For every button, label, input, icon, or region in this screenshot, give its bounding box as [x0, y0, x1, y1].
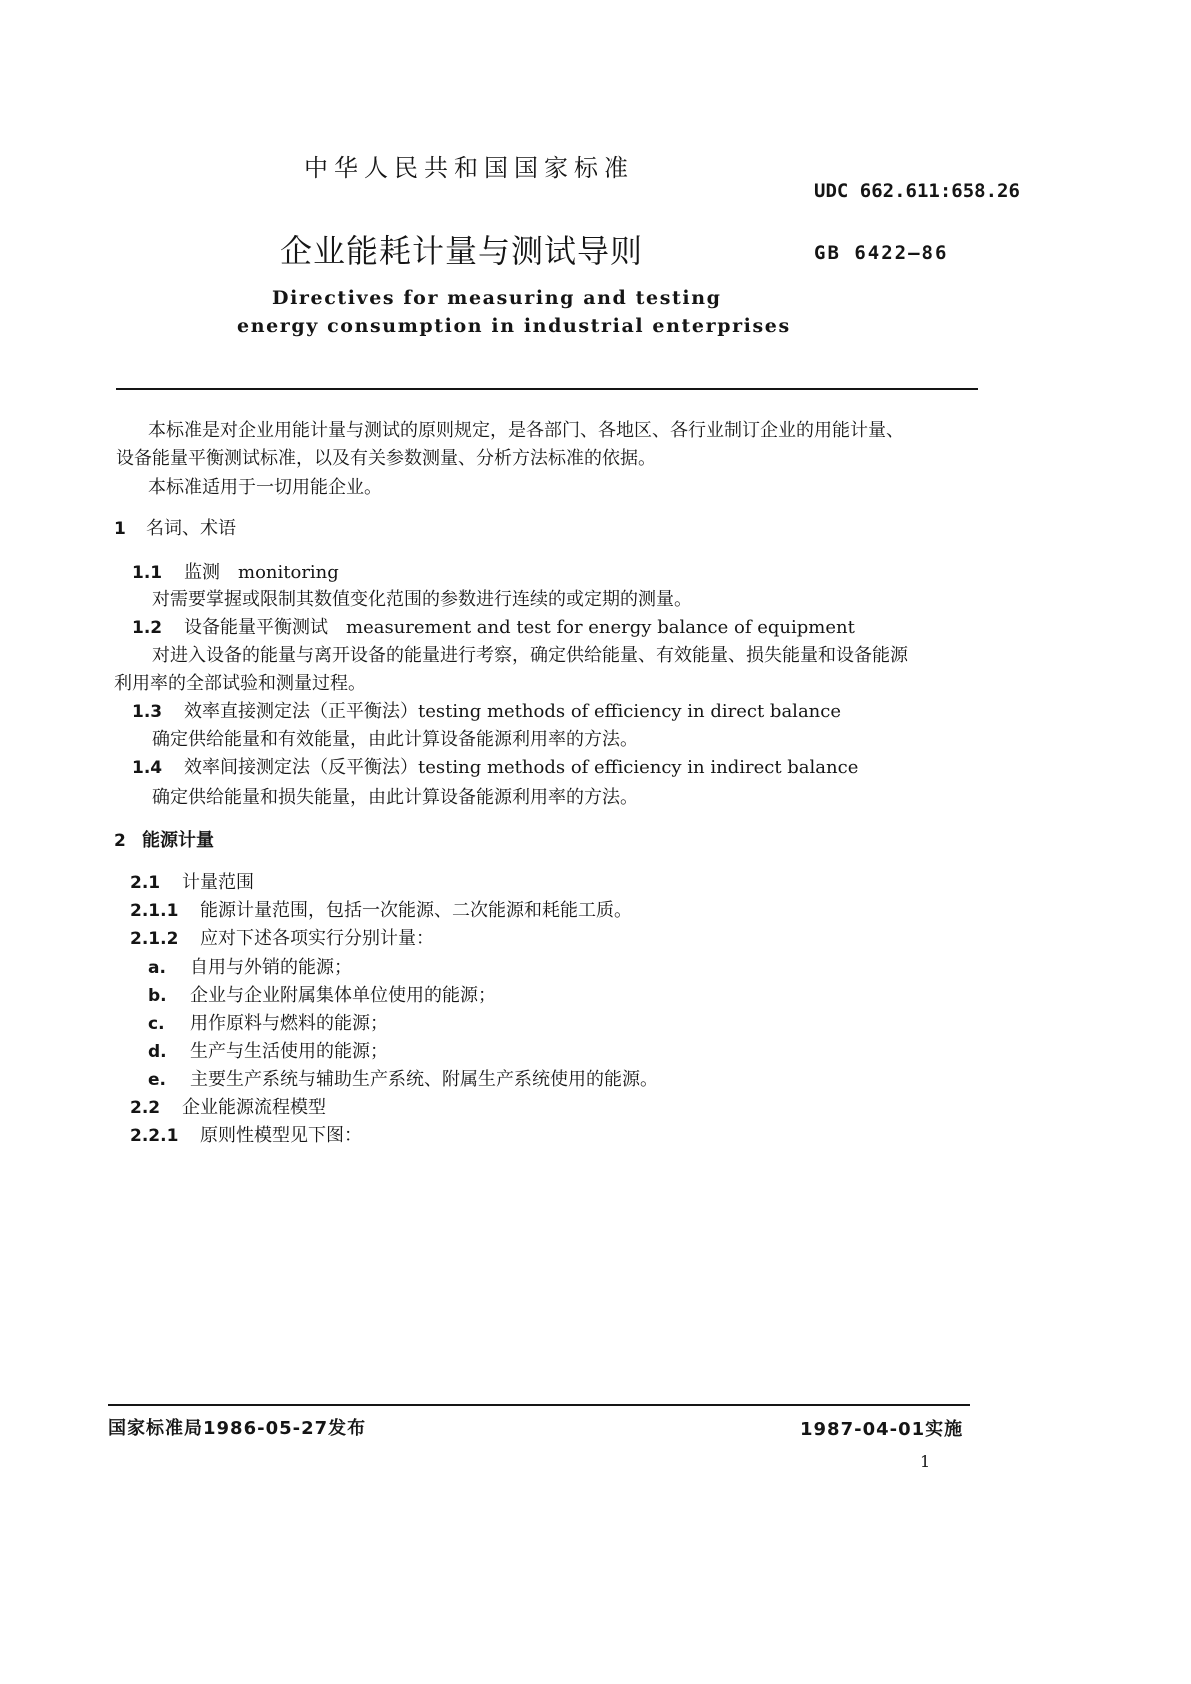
term-1-1-definition: 对需要掌握或限制其数值变化范围的参数进行连续的或定期的测量。 — [152, 589, 692, 610]
title-cn: 企业能耗计量与测试导则 — [280, 232, 644, 270]
clause-text: 原则性模型见下图： — [200, 1125, 362, 1146]
top-divider — [116, 388, 978, 390]
intro-paragraph-line-1: 本标准是对企业用能计量与测试的原则规定，是各部门、各地区、各行业制订企业的用能计量、 — [148, 420, 904, 441]
clause-number: 2.1.2 — [130, 929, 179, 949]
term-number: 1.4 — [132, 758, 163, 778]
intro-paragraph-line-2: 设备能量平衡测试标准，以及有关参数测量、分析方法标准的依据。 — [116, 448, 656, 469]
list-text: 自用与外销的能源； — [190, 957, 352, 978]
term-title: 监测 monitoring — [184, 562, 339, 583]
effective-date: 1987-04-01实施 — [800, 1419, 964, 1440]
udc-code: UDC 662.611:658.26 — [814, 180, 1020, 202]
term-1-4-definition: 确定供给能量和损失能量，由此计算设备能源利用率的方法。 — [152, 787, 638, 808]
list-label: b. — [148, 986, 167, 1006]
section-1-heading — [114, 514, 236, 540]
list-item-c — [148, 1009, 388, 1035]
list-label: c. — [148, 1014, 165, 1034]
term-1-3 — [132, 697, 841, 723]
section-title: 能源计量 — [142, 830, 214, 851]
section-2-heading — [114, 826, 214, 852]
list-item-b — [148, 981, 496, 1007]
page-number: 1 — [920, 1452, 931, 1471]
term-title: 效率直接测定法（正平衡法）testing methods of efficiency in direct balance — [184, 701, 841, 722]
term-1-1 — [132, 558, 339, 584]
clause-number: 2.1 — [130, 873, 161, 893]
section-number: 2 — [114, 831, 126, 851]
clause-text: 应对下述各项实行分别计量： — [200, 928, 434, 949]
clause-2-2 — [130, 1093, 326, 1119]
list-label: d. — [148, 1042, 167, 1062]
clause-number: 2.1.1 — [130, 901, 179, 921]
national-standard-heading: 中华人民共和国国家标准 — [304, 154, 634, 182]
term-1-3-definition: 确定供给能量和有效能量，由此计算设备能源利用率的方法。 — [152, 729, 638, 750]
term-1-4 — [132, 753, 858, 779]
clause-2-1-1 — [130, 896, 632, 922]
list-text: 生产与生活使用的能源； — [190, 1041, 388, 1062]
clause-text: 企业能源流程模型 — [182, 1097, 326, 1118]
list-item-a — [148, 953, 352, 979]
clause-text: 能源计量范围，包括一次能源、二次能源和耗能工质。 — [200, 900, 632, 921]
intro-scope: 本标准适用于一切用能企业。 — [148, 477, 382, 498]
title-en-line-1: Directives for measuring and testing — [272, 287, 722, 309]
clause-text: 计量范围 — [182, 872, 254, 893]
term-number: 1.3 — [132, 702, 163, 722]
section-title: 名词、术语 — [146, 518, 236, 539]
list-text: 主要生产系统与辅助生产系统、附属生产系统使用的能源。 — [190, 1069, 658, 1090]
list-item-d — [148, 1037, 388, 1063]
term-1-2 — [132, 613, 855, 639]
term-title: 效率间接测定法（反平衡法）testing methods of efficiency in indirect balance — [184, 757, 859, 778]
clause-number: 2.2 — [130, 1098, 161, 1118]
section-number: 1 — [114, 519, 126, 539]
clause-2-1 — [130, 868, 254, 894]
term-number: 1.2 — [132, 618, 163, 638]
clause-2-1-2 — [130, 924, 434, 950]
list-text: 企业与企业附属集体单位使用的能源； — [190, 985, 496, 1006]
term-1-2-definition-line-1: 对进入设备的能量与离开设备的能量进行考察，确定供给能量、有效能量、损失能量和设备能源 — [152, 645, 908, 666]
list-item-e — [148, 1065, 658, 1091]
clause-2-2-1 — [130, 1121, 362, 1147]
term-title: 设备能量平衡测试 measurement and test for energy balance of equipment — [184, 617, 855, 638]
title-en-line-2: energy consumption in industrial enterprises — [237, 315, 791, 337]
clause-number: 2.2.1 — [130, 1126, 179, 1146]
term-number: 1.1 — [132, 563, 163, 583]
bottom-divider — [108, 1404, 970, 1406]
list-label: a. — [148, 958, 166, 978]
gb-number: GB 6422—86 — [814, 242, 949, 264]
term-1-2-definition-line-2: 利用率的全部试验和测量过程。 — [114, 673, 366, 694]
list-label: e. — [148, 1070, 166, 1090]
list-text: 用作原料与燃料的能源； — [190, 1013, 388, 1034]
issue-date: 国家标准局1986-05-27发布 — [108, 1418, 367, 1439]
